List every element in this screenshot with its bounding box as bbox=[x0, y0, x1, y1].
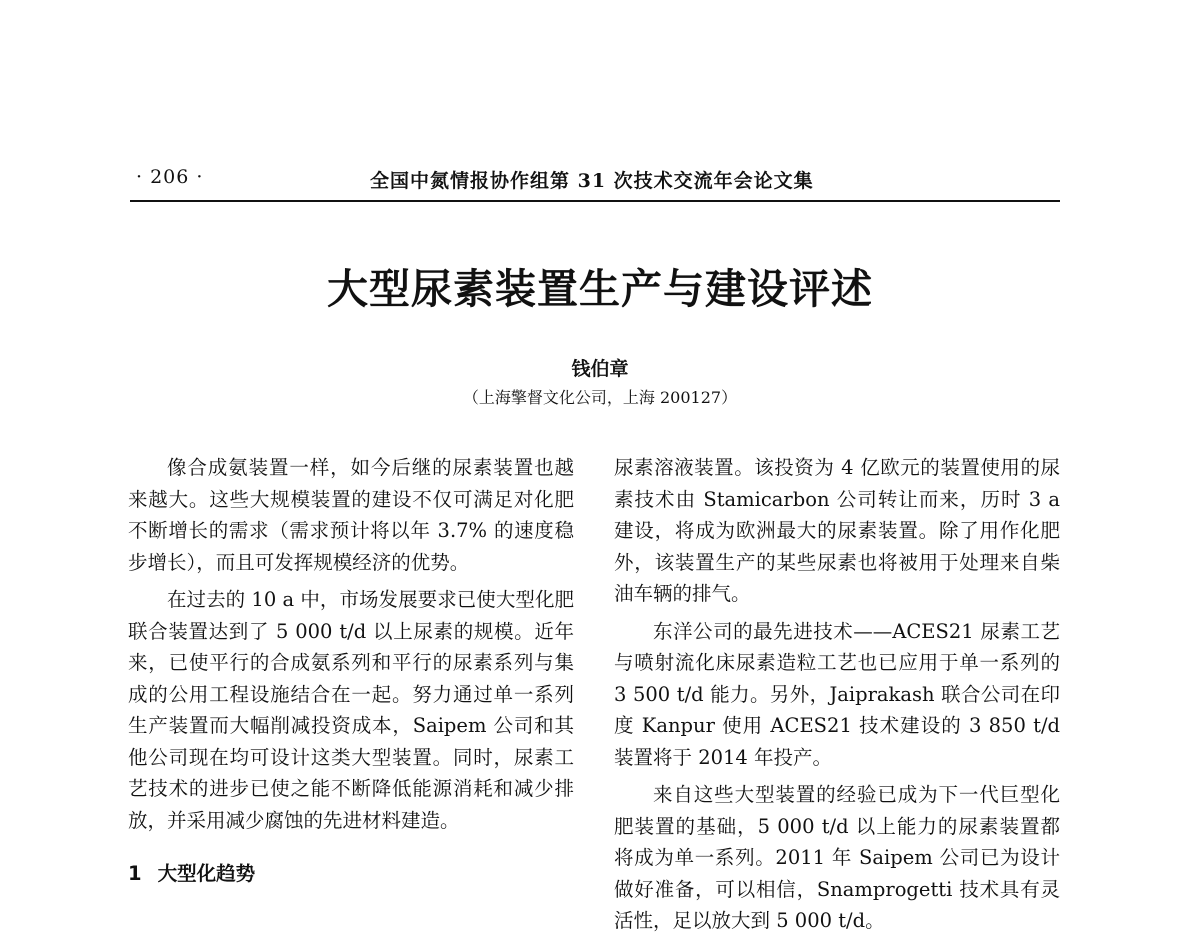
header-rule bbox=[130, 200, 1060, 202]
author-name: 钱伯章 bbox=[571, 358, 629, 380]
section-title: 大型化趋势 bbox=[157, 862, 256, 885]
page-number: · 206 · bbox=[136, 166, 204, 188]
paragraph: 在过去的 10 a 中，市场发展要求已使大型化肥联合装置达到了 5 000 t/d 以上尿素的规模。近年来，已使平行的合成氨系列和平行的尿素系列与集成的公用工程设施结合在一起。努力通过单一系列生产装置而大幅削减投资成本，Saipem 公司和其他公司现在均可设计这类大型装置。同时，尿素工艺技术的进步已使之能不断降低能源消耗和减少排放，并采用减少腐蚀的先进材料建造。 bbox=[128, 588, 574, 832]
running-header: 全国中氮情报协作组第 31 次技术交流年会论文集 bbox=[370, 170, 814, 192]
right-column bbox=[614, 452, 1060, 943]
paragraph: 东洋公司的最先进技术——ACES21 尿素工艺与喷射流化床尿素造粒工艺也已应用于单一系列的 3 500 t/d 能力。另外，Jaiprakash 联合公司在印度 Kanpur 使用 ACES21 技术建设的 3 850 t/d 装置将于 2014 年投产。 bbox=[614, 619, 1060, 769]
author-affiliation: （上海擎督文化公司，上海 200127） bbox=[462, 388, 738, 407]
left-column bbox=[128, 452, 574, 890]
paragraph-continued: 尿素溶液装置。该投资为 4 亿欧元的装置使用的尿素技术由 Stamicarbon 公司转让而来，历时 3 a 建设，将成为欧洲最大的尿素装置。除了用作化肥外，该装置生产的某些尿素也将被用于处理来自柴油车辆的排气。 bbox=[614, 456, 1060, 605]
section-number: 1 bbox=[128, 862, 142, 885]
paragraph: 像合成氨装置一样，如今后继的尿素装置也越来越大。这些大规模装置的建设不仅可满足对化肥不断增长的需求（需求预计将以年 3.7% 的速度稳步增长），而且可发挥规模经济的优势。 bbox=[128, 456, 574, 574]
article-title: 大型尿素装置生产与建设评述 bbox=[327, 265, 873, 313]
paragraph: 来自这些大型装置的经验已成为下一代巨型化肥装置的基础，5 000 t/d 以上能力的尿素装置都将成为单一系列。2011 年 Saipem 公司已为设计做好准备，可以相信，Snamprogetti 技术具有灵活性，足以放大到 5 000 t/d。 bbox=[614, 783, 1060, 932]
section-heading bbox=[128, 858, 574, 890]
